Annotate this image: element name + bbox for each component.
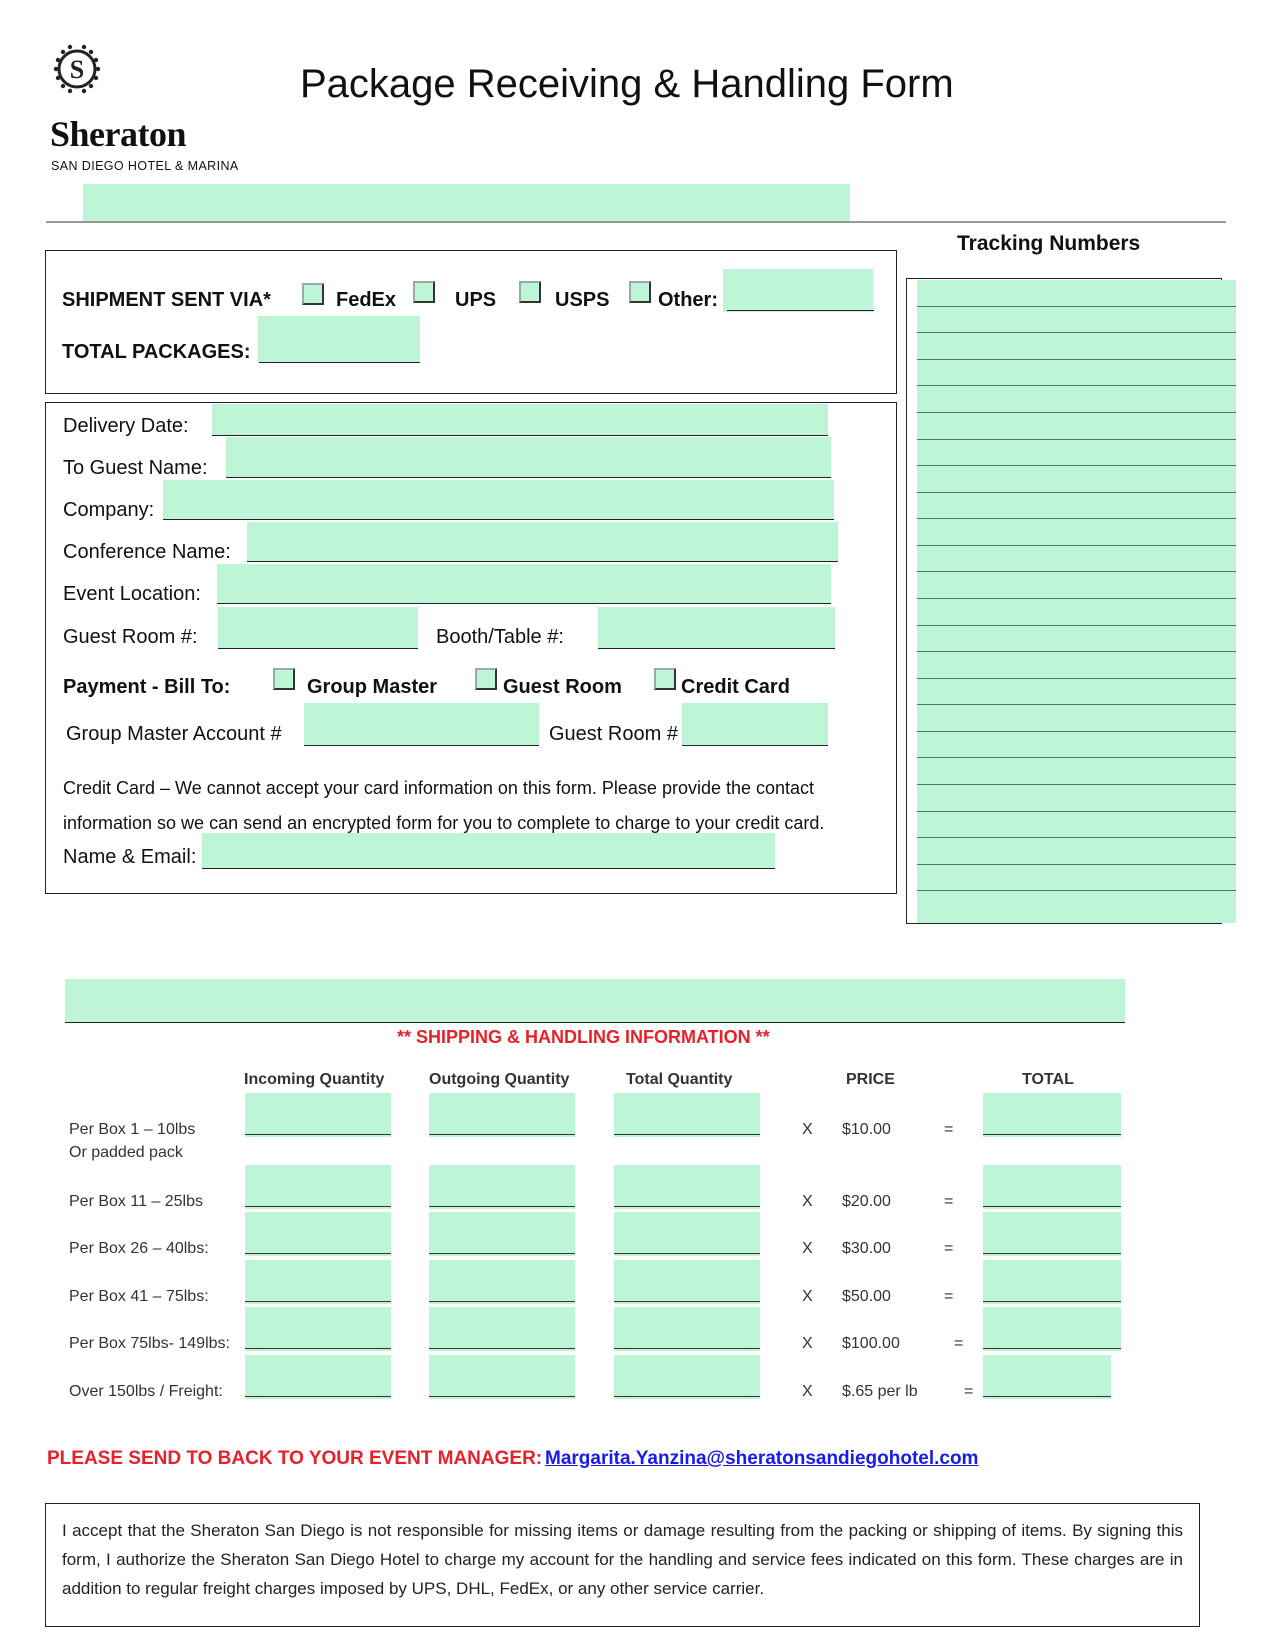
tracking-heading: Tracking Numbers xyxy=(957,232,1141,255)
equals-sign: = xyxy=(944,1240,954,1257)
company-underline xyxy=(163,519,834,520)
total-packages-underline xyxy=(259,362,420,363)
total-qty-field[interactable] xyxy=(614,1260,760,1304)
row-total-field[interactable] xyxy=(983,1307,1121,1351)
usps-checkbox[interactable] xyxy=(519,281,541,303)
outgoing-qty-field[interactable] xyxy=(429,1307,575,1351)
sheraton-logo-icon xyxy=(50,42,104,96)
tracking-field[interactable] xyxy=(917,413,1236,440)
total-qty-field[interactable] xyxy=(614,1307,760,1351)
col-outgoing: Outgoing Quantity xyxy=(429,1071,570,1088)
times-sign: X xyxy=(802,1121,813,1138)
group-master-account-underline xyxy=(304,745,539,746)
company-field[interactable] xyxy=(163,480,834,520)
row-total-field[interactable] xyxy=(983,1093,1121,1137)
shipping-header-field[interactable] xyxy=(65,979,1125,1023)
guest-room-label: Guest Room #: xyxy=(63,626,198,648)
booth-table-label: Booth/Table #: xyxy=(436,626,564,648)
incoming-qty-field[interactable] xyxy=(245,1093,391,1137)
tracking-field[interactable] xyxy=(917,386,1236,413)
credit-card-label: Credit Card xyxy=(681,676,790,698)
row-total-field[interactable] xyxy=(983,1355,1111,1399)
credit-note-line-2: information so we can send an encrypted form for you to complete to charge to your credit card. xyxy=(63,813,825,833)
shipment-label: SHIPMENT SENT VIA* xyxy=(62,289,271,311)
credit-card-checkbox[interactable] xyxy=(654,668,676,690)
col-total: TOTAL xyxy=(1022,1071,1074,1088)
row-label: Per Box 1 – 10lbs xyxy=(69,1121,196,1138)
tracking-field[interactable] xyxy=(917,307,1236,333)
fedex-label: FedEx xyxy=(336,289,397,311)
guest-room-num-underline xyxy=(682,745,828,746)
booth-table-field[interactable] xyxy=(598,607,835,649)
equals-sign: = xyxy=(944,1121,954,1138)
credit-note-line-1: Credit Card – We cannot accept your card information on this form. Please provide the contact xyxy=(63,778,815,798)
guest-room-underline xyxy=(218,648,418,649)
usps-label: USPS xyxy=(555,289,610,311)
payment-label: Payment - Bill To: xyxy=(63,676,231,698)
incoming-qty-field[interactable] xyxy=(245,1165,391,1209)
tracking-field[interactable] xyxy=(917,572,1236,599)
shipping-heading: ** SHIPPING & HANDLING INFORMATION ** xyxy=(397,1027,770,1047)
ups-checkbox[interactable] xyxy=(413,281,435,303)
outgoing-qty-field[interactable] xyxy=(429,1260,575,1304)
name-email-field[interactable] xyxy=(202,833,775,869)
total-qty-field[interactable] xyxy=(614,1355,760,1399)
page-title: Package Receiving & Handling Form xyxy=(300,62,954,106)
total-qty-field[interactable] xyxy=(614,1093,760,1137)
other-checkbox[interactable] xyxy=(629,281,651,303)
row-label: Per Box 26 – 40lbs: xyxy=(69,1240,209,1257)
equals-sign: = xyxy=(964,1383,974,1400)
times-sign: X xyxy=(802,1193,813,1210)
outgoing-qty-field[interactable] xyxy=(429,1212,575,1256)
price-value: $30.00 xyxy=(842,1240,891,1257)
tracking-field[interactable] xyxy=(917,626,1236,652)
guest-name-field[interactable] xyxy=(226,437,831,478)
event-location-underline xyxy=(217,603,831,604)
company-label: Company: xyxy=(63,499,155,521)
guest-room-field[interactable] xyxy=(218,607,418,649)
times-sign: X xyxy=(802,1383,813,1400)
tracking-field[interactable] xyxy=(917,599,1236,626)
total-qty-field[interactable] xyxy=(614,1165,760,1209)
row-label: Per Box 41 – 75lbs: xyxy=(69,1288,209,1305)
conference-underline xyxy=(247,561,838,562)
tracking-field[interactable] xyxy=(917,519,1236,546)
tracking-field[interactable] xyxy=(917,865,1236,891)
col-incoming: Incoming Quantity xyxy=(244,1071,385,1088)
guest-room-option-label: Guest Room xyxy=(503,676,622,698)
outgoing-qty-field[interactable] xyxy=(429,1165,575,1209)
equals-sign: = xyxy=(944,1288,954,1305)
total-qty-field[interactable] xyxy=(614,1212,760,1256)
tracking-field[interactable] xyxy=(917,891,1236,923)
shipping-header-underline xyxy=(65,1022,1125,1023)
name-email-label: Name & Email: xyxy=(63,846,197,868)
tracking-field[interactable] xyxy=(917,785,1236,812)
times-sign: X xyxy=(802,1240,813,1257)
delivery-date-label: Delivery Date: xyxy=(63,415,189,437)
outgoing-qty-field[interactable] xyxy=(429,1093,575,1137)
tracking-field[interactable] xyxy=(917,812,1236,838)
total-packages-field[interactable] xyxy=(258,316,420,363)
other-label: Other: xyxy=(658,289,718,311)
guest-name-underline xyxy=(226,477,831,478)
price-value: $20.00 xyxy=(842,1193,891,1210)
row-label: Per Box 75lbs- 149lbs: xyxy=(69,1335,230,1352)
booth-table-underline xyxy=(598,648,835,649)
tracking-field[interactable] xyxy=(917,333,1236,360)
send-back-label: PLEASE SEND TO BACK TO YOUR EVENT MANAGER: xyxy=(47,1448,543,1469)
tracking-field[interactable] xyxy=(917,758,1236,785)
group-master-label: Group Master xyxy=(307,676,438,698)
tracking-field[interactable] xyxy=(917,705,1236,732)
row-total-field[interactable] xyxy=(983,1212,1121,1256)
ups-label: UPS xyxy=(455,289,497,311)
times-sign: X xyxy=(802,1335,813,1352)
incoming-qty-field[interactable] xyxy=(245,1307,391,1351)
equals-sign: = xyxy=(954,1335,964,1352)
other-field[interactable] xyxy=(723,269,873,312)
other-underline xyxy=(727,310,874,311)
event-manager-email-link[interactable]: Margarita.Yanzina@sheratonsandiegohotel.com xyxy=(545,1448,979,1469)
col-price: PRICE xyxy=(846,1071,895,1088)
row-label: Over 150lbs / Freight: xyxy=(69,1383,223,1400)
event-location-field[interactable] xyxy=(217,564,831,604)
times-sign: X xyxy=(802,1288,813,1305)
tracking-field[interactable] xyxy=(917,732,1236,758)
price-value: $50.00 xyxy=(842,1288,891,1305)
total-packages-label: TOTAL PACKAGES: xyxy=(62,341,251,363)
header-divider xyxy=(46,221,1226,223)
incoming-qty-field[interactable] xyxy=(245,1355,391,1399)
tracking-field[interactable] xyxy=(917,652,1236,679)
tracking-field[interactable] xyxy=(917,466,1236,493)
outgoing-qty-field[interactable] xyxy=(429,1355,575,1399)
tracking-field[interactable] xyxy=(917,440,1236,466)
col-total-qty: Total Quantity xyxy=(626,1071,733,1088)
header-field[interactable] xyxy=(83,184,850,222)
brand-name: Sheraton xyxy=(50,114,187,154)
guest-room-num-field[interactable] xyxy=(682,703,828,746)
price-value: $.65 per lb xyxy=(842,1383,918,1400)
price-value: $10.00 xyxy=(842,1121,891,1138)
disclaimer-box xyxy=(45,1503,1200,1627)
name-email-underline xyxy=(202,868,775,869)
group-master-checkbox[interactable] xyxy=(273,668,295,690)
conference-field[interactable] xyxy=(247,522,838,562)
delivery-date-field[interactable] xyxy=(212,404,828,436)
tracking-field[interactable] xyxy=(917,493,1236,519)
tracking-field[interactable] xyxy=(917,546,1236,572)
disclaimer-text: I accept that the Sheraton San Diego is not responsible for missing items or damage resulting from the packing or shipping of items. By signing this form, I authorize the Sheraton San Diego Hotel to charge my account for the handling and service fees indicated on this form. These charges are in addition to regular freight charges imposed by UPS, DHL, FedEx, or any other service carrier. xyxy=(62,1521,1183,1598)
tracking-field[interactable] xyxy=(917,679,1236,705)
brand-subtitle: SAN DIEGO HOTEL & MARINA xyxy=(51,159,239,173)
svg-text:S: S xyxy=(69,55,85,84)
conference-label: Conference Name: xyxy=(63,541,231,563)
row-total-field[interactable] xyxy=(983,1260,1121,1304)
tracking-field[interactable] xyxy=(917,360,1236,386)
delivery-date-underline xyxy=(212,435,828,436)
row-label-sub: Or padded pack xyxy=(69,1144,183,1161)
guest-room-checkbox[interactable] xyxy=(475,668,497,690)
event-location-label: Event Location: xyxy=(63,583,201,605)
group-master-account-label: Group Master Account # xyxy=(66,723,282,745)
incoming-qty-field[interactable] xyxy=(245,1260,391,1304)
guest-name-label: To Guest Name: xyxy=(63,457,208,479)
tracking-field[interactable] xyxy=(917,280,1236,307)
equals-sign: = xyxy=(944,1193,954,1210)
row-total-field[interactable] xyxy=(983,1165,1121,1209)
incoming-qty-field[interactable] xyxy=(245,1212,391,1256)
group-master-account-field[interactable] xyxy=(304,703,539,746)
row-label: Per Box 11 – 25lbs xyxy=(69,1193,204,1210)
guest-room-num-label: Guest Room # xyxy=(549,723,678,745)
tracking-field[interactable] xyxy=(917,838,1236,865)
price-value: $100.00 xyxy=(842,1335,900,1352)
fedex-checkbox[interactable] xyxy=(302,283,324,305)
